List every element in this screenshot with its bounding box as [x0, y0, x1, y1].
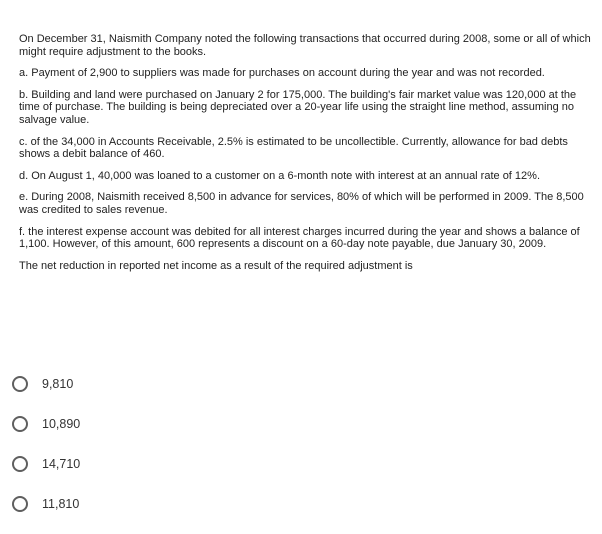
answer-option-4[interactable] [12, 494, 412, 514]
question-intro: On December 31, Naismith Company noted the following transactions that occurred during 2008, some or all of which might require adjustment to the books. [19, 33, 591, 58]
transaction-b: b. Building and land were purchased on January 2 for 175,000. The building's fair market value was 120,000 at the time of purchase. The building is being depreciated over a 20-year life using the straight line method, assuming no salvage value. [19, 88, 577, 126]
radio-button-icon[interactable] [12, 376, 28, 392]
answer-option-label[interactable]: 14,710 [42, 457, 81, 471]
transaction-a: a. Payment of 2,900 to suppliers was made for purchases on account during the year and was not recorded. [19, 67, 545, 80]
question-block [19, 33, 591, 284]
transaction-f: f. the interest expense account was debited for all interest charges incurred during the year and shows a balance of 1,100. However, of this amount, 600 represents a discount on a 60-day note payable, due January 30, 2009. [19, 225, 580, 251]
question-prompt: The net reduction in reported net income as a result of the required adjustment is [19, 259, 413, 272]
radio-button-icon[interactable] [12, 456, 28, 472]
answer-option-label[interactable]: 11,810 [42, 497, 80, 511]
transaction-d: d. On August 1, 40,000 was loaned to a customer on a 6-month note with interest at an annual rate of 12%. [19, 169, 540, 182]
transaction-c: c. of the 34,000 in Accounts Receivable, 2.5% is estimated to be uncollectible. Currently, allowance for bad debts shows a debit balance of 460. [19, 135, 568, 161]
answer-option-1[interactable] [12, 374, 412, 394]
radio-button-icon[interactable] [12, 496, 28, 512]
answer-option-label[interactable]: 9,810 [42, 377, 74, 391]
transaction-e: e. During 2008, Naismith received 8,500 in advance for services, 80% of which will be performed in 2009. The 8,500 was credited to sales revenue. [19, 191, 584, 216]
answer-option-label[interactable]: 10,890 [42, 417, 81, 431]
radio-button-icon[interactable] [12, 416, 28, 432]
answer-options [12, 374, 412, 534]
answer-option-3[interactable] [12, 454, 412, 474]
answer-option-2[interactable] [12, 414, 412, 434]
